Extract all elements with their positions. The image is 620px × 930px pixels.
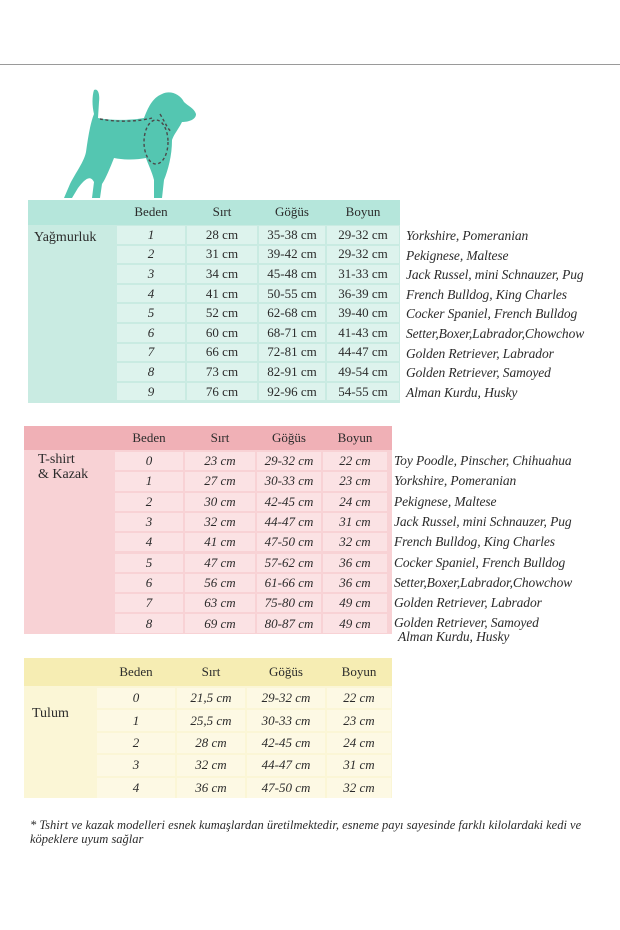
sirt-cell: 32 cm bbox=[185, 513, 255, 531]
boyun-cell: 24 cm bbox=[323, 493, 387, 511]
sirt-cell: 52 cm bbox=[187, 304, 257, 322]
header-gogus: Göğüs bbox=[275, 204, 309, 219]
gogus-cell: 82-91 cm bbox=[259, 363, 325, 381]
gogus-cell: 45-48 cm bbox=[259, 265, 325, 283]
boyun-cell: 54-55 cm bbox=[327, 383, 399, 401]
breed-text: Jack Russel, mini Schnauzer, Pug bbox=[394, 513, 572, 529]
gogus-cell: 35-38 cm bbox=[259, 226, 325, 244]
boyun-cell: 36 cm bbox=[323, 554, 387, 572]
sirt-cell: 66 cm bbox=[187, 344, 257, 362]
header-boyun: Boyun bbox=[345, 204, 381, 219]
size-cell: 8 bbox=[115, 614, 183, 632]
gogus-cell: 75-80 cm bbox=[257, 594, 321, 612]
breed-text: Toy Poodle, Pinscher, Chihuahua bbox=[394, 453, 572, 468]
sirt-cell: 32 cm bbox=[177, 755, 245, 775]
sirt-cell: 41 cm bbox=[187, 285, 257, 303]
size-cell: 3 bbox=[117, 265, 185, 283]
size-cell: 0 bbox=[97, 688, 175, 708]
size-cell: 8 bbox=[117, 363, 185, 381]
boyun-cell: 31 cm bbox=[323, 513, 387, 531]
breed-text: Cocker Spaniel, French Bulldog bbox=[394, 554, 566, 570]
sirt-cell: 76 cm bbox=[187, 383, 257, 401]
boyun-cell: 32 cm bbox=[323, 533, 387, 551]
sirt-cell: 69 cm bbox=[185, 614, 255, 632]
breed-text: Jack Russel, mini Schnauzer, Pug bbox=[406, 267, 584, 283]
gogus-cell: 47-50 cm bbox=[257, 533, 321, 551]
tshirt-category-label-line1: T-shirt bbox=[38, 452, 75, 467]
gogus-cell: 44-47 cm bbox=[247, 755, 325, 775]
gogus-cell: 30-33 cm bbox=[247, 710, 325, 730]
header-gogus: Göğüs bbox=[269, 664, 303, 679]
boyun-cell: 36 cm bbox=[323, 574, 387, 592]
size-cell: 2 bbox=[97, 733, 175, 753]
sirt-cell: 30 cm bbox=[185, 493, 255, 511]
size-cell: 5 bbox=[115, 554, 183, 572]
breed-text: French Bulldog, King Charles bbox=[406, 286, 567, 302]
tulum-category-label: Tulum bbox=[32, 706, 69, 721]
boyun-cell: 29-32 cm bbox=[327, 226, 399, 244]
size-cell: 1 bbox=[115, 472, 183, 490]
sirt-cell: 73 cm bbox=[187, 363, 257, 381]
sirt-cell: 63 cm bbox=[185, 594, 255, 612]
tshirt-extra-breed: Alman Kurdu, Husky bbox=[398, 629, 510, 644]
size-cell: 3 bbox=[97, 755, 175, 775]
breed-text: Yorkshire, Pomeranian bbox=[406, 228, 529, 243]
gogus-cell: 42-45 cm bbox=[247, 733, 325, 753]
boyun-cell: 23 cm bbox=[327, 710, 391, 730]
breed-text: Setter,Boxer,Labrador,Chowchow bbox=[406, 326, 585, 341]
header-boyun: Boyun bbox=[337, 430, 373, 445]
top-divider bbox=[0, 64, 620, 65]
sirt-cell: 36 cm bbox=[177, 778, 245, 798]
tshirt-category-label-line2: & Kazak bbox=[38, 467, 89, 482]
sirt-cell: 27 cm bbox=[185, 472, 255, 490]
breed-text: Pekignese, Maltese bbox=[406, 247, 509, 263]
gogus-cell: 44-47 cm bbox=[257, 513, 321, 531]
breed-text: Golden Retriever, Labrador bbox=[394, 595, 542, 611]
size-cell: 6 bbox=[115, 574, 183, 592]
sirt-cell: 21,5 cm bbox=[177, 688, 245, 708]
boyun-cell: 36-39 cm bbox=[327, 285, 399, 303]
sirt-cell: 25,5 cm bbox=[177, 710, 245, 730]
size-cell: 1 bbox=[117, 226, 185, 244]
size-cell: 2 bbox=[117, 246, 185, 264]
size-cell: 7 bbox=[115, 594, 183, 612]
breed-text: Golden Retriever, Labrador bbox=[406, 345, 554, 361]
breed-text: Alman Kurdu, Husky bbox=[406, 384, 518, 400]
boyun-cell: 49-54 cm bbox=[327, 363, 399, 381]
sirt-cell: 56 cm bbox=[185, 574, 255, 592]
gogus-cell: 29-32 cm bbox=[257, 452, 321, 470]
boyun-cell: 23 cm bbox=[323, 472, 387, 490]
sirt-cell: 31 cm bbox=[187, 246, 257, 264]
yagmurluk-category-label: Yağmurluk bbox=[34, 230, 97, 245]
header-boyun: Boyun bbox=[341, 664, 377, 679]
header-sirt: Sırt bbox=[201, 664, 221, 679]
gogus-cell: 47-50 cm bbox=[247, 778, 325, 798]
header-beden: Beden bbox=[134, 204, 168, 219]
gogus-cell: 62-68 cm bbox=[259, 304, 325, 322]
size-cell: 4 bbox=[117, 285, 185, 303]
header-beden: Beden bbox=[132, 430, 166, 445]
gogus-cell: 72-81 cm bbox=[259, 344, 325, 362]
footnote: * Tshirt ve kazak modelleri esnek kumaşlardan üretilmektedir, esneme payı sayesinde farklı kilolardaki kedi ve köpeklere uyum sağlar bbox=[30, 818, 582, 846]
boyun-cell: 49 cm bbox=[323, 614, 387, 632]
boyun-cell: 44-47 cm bbox=[327, 344, 399, 362]
size-cell: 9 bbox=[117, 383, 185, 401]
boyun-cell: 31-33 cm bbox=[327, 265, 399, 283]
gogus-cell: 61-66 cm bbox=[257, 574, 321, 592]
breed-text: Golden Retriever, Samoyed bbox=[406, 365, 551, 381]
breed-text: Setter,Boxer,Labrador,Chowchow bbox=[394, 574, 573, 590]
sirt-cell: 41 cm bbox=[185, 533, 255, 551]
boyun-cell: 22 cm bbox=[323, 452, 387, 470]
header-sirt: Sırt bbox=[210, 430, 230, 445]
breed-text: Cocker Spaniel, French Bulldog bbox=[406, 306, 578, 322]
boyun-cell: 22 cm bbox=[327, 688, 391, 708]
gogus-cell: 30-33 cm bbox=[257, 472, 321, 490]
boyun-cell: 29-32 cm bbox=[327, 246, 399, 264]
size-cell: 4 bbox=[115, 533, 183, 551]
size-cell: 7 bbox=[117, 344, 185, 362]
size-cell: 4 bbox=[97, 778, 175, 798]
gogus-cell: 68-71 cm bbox=[259, 324, 325, 342]
gogus-cell: 57-62 cm bbox=[257, 554, 321, 572]
boyun-cell: 41-43 cm bbox=[327, 324, 399, 342]
size-cell: 1 bbox=[97, 710, 175, 730]
size-cell: 2 bbox=[115, 493, 183, 511]
gogus-cell: 80-87 cm bbox=[257, 614, 321, 632]
sirt-cell: 28 cm bbox=[177, 733, 245, 753]
sirt-cell: 28 cm bbox=[187, 226, 257, 244]
header-sirt: Sırt bbox=[212, 204, 232, 219]
dog-silhouette-icon bbox=[56, 84, 198, 202]
sirt-cell: 47 cm bbox=[185, 554, 255, 572]
size-cell: 0 bbox=[115, 452, 183, 470]
boyun-cell: 31 cm bbox=[327, 755, 391, 775]
gogus-cell: 42-45 cm bbox=[257, 493, 321, 511]
sirt-cell: 23 cm bbox=[185, 452, 255, 470]
size-cell: 5 bbox=[117, 304, 185, 322]
breed-text: French Bulldog, King Charles bbox=[394, 534, 555, 550]
sirt-cell: 60 cm bbox=[187, 324, 257, 342]
breed-text: Golden Retriever, Samoyed bbox=[394, 615, 539, 631]
size-cell: 6 bbox=[117, 324, 185, 342]
boyun-cell: 32 cm bbox=[327, 778, 391, 798]
sirt-cell: 34 cm bbox=[187, 265, 257, 283]
breed-text: Yorkshire, Pomeranian bbox=[394, 473, 517, 489]
boyun-cell: 49 cm bbox=[323, 594, 387, 612]
size-cell: 3 bbox=[115, 513, 183, 531]
gogus-cell: 29-32 cm bbox=[247, 688, 325, 708]
gogus-cell: 92-96 cm bbox=[259, 383, 325, 401]
gogus-cell: 39-42 cm bbox=[259, 246, 325, 264]
header-beden: Beden bbox=[119, 664, 153, 679]
gogus-cell: 50-55 cm bbox=[259, 285, 325, 303]
boyun-cell: 39-40 cm bbox=[327, 304, 399, 322]
boyun-cell: 24 cm bbox=[327, 733, 391, 753]
breed-text: Pekignese, Maltese bbox=[394, 493, 497, 509]
header-gogus: Göğüs bbox=[272, 430, 306, 445]
